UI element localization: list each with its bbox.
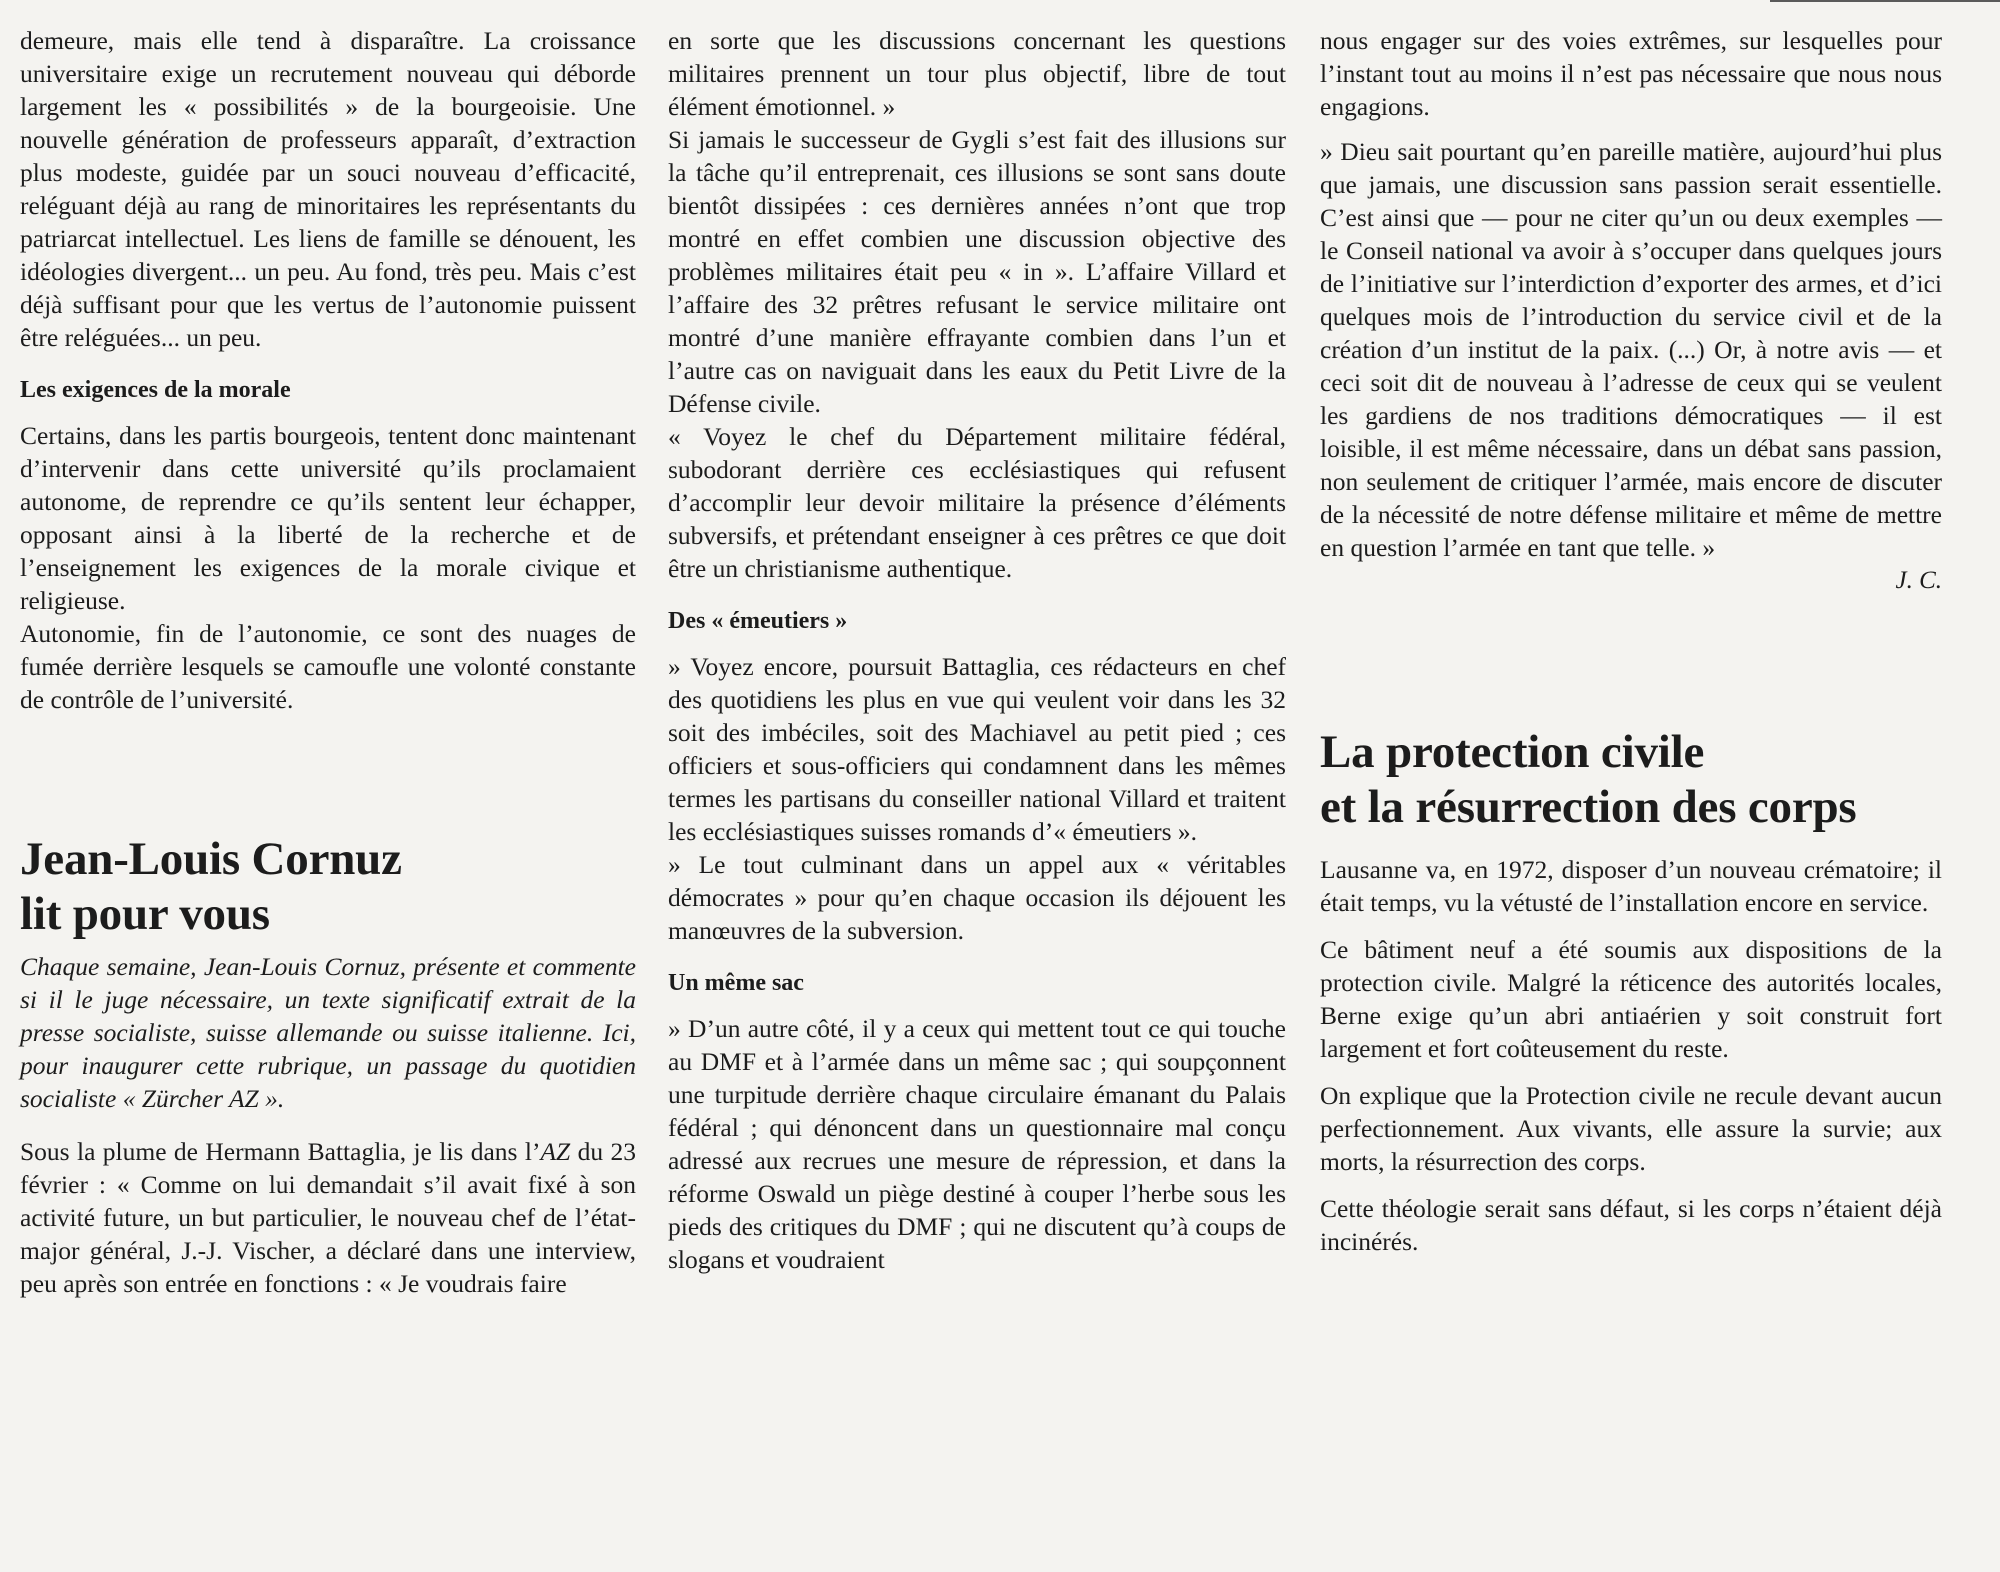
column-3 (1320, 0, 1942, 1258)
paragraph: nous engager sur des voies extrêmes, sur lesquelles pour l’instant tout au moins il n’est pas nécessaire que nous nous engagions. (1320, 26, 1942, 121)
subheading-emeutiers: Des « émeutiers » (668, 608, 848, 634)
paragraph: Cette théologie serait sans défaut, si les corps n’étaient déjà incinérés. (1320, 1194, 1942, 1256)
paragraph: » Voyez encore, poursuit Battaglia, ces rédacteurs en chef des quotidiens les plus en vue qui veulent voir dans les 32 soit des imbéciles, soit des Machiavel au petit pied ; ces officiers et sous-officiers qui condamnent dans les mêmes termes les partisans du conseiller national Villard et traitent les ecclésiastiques suisses romands d’« émeutiers ». (668, 652, 1286, 846)
subheading-meme-sac: Un même sac (668, 970, 804, 996)
paragraph: » D’un autre côté, il y a ceux qui mettent tout ce qui touche au DMF et à l’armée dans un même sac ; qui soupçonnent une turpitude derrière chaque circulaire émanant du Palais fédéral ; qui dénoncent dans un questionnaire mal conçu adressé aux recrues une mesure de répression, et dans la réforme Oswald un piège destiné à couper l’herbe sous les pieds des critiques du DMF ; qui ne discutent qu’à coups de slogans et voudraient (668, 1014, 1286, 1274)
paragraph: Ce bâtiment neuf a été soumis aux dispositions de la protection civile. Malgré la réticence des autorités locales, Berne exige qu’un abri antiaérien y soit construit fort largement et fort coûteusement du reste. (1320, 935, 1942, 1063)
paragraph: Certains, dans les partis bourgeois, tentent donc maintenant d’intervenir dans cette université qu’ils proclamaient autonome, de reprendre ce qu’ils sentent leur échapper, opposant ainsi à la liberté de la recherche et de l’enseignement les exigences de la morale civique et religieuse. (20, 421, 636, 615)
headline-line: Jean-Louis Cornuz (20, 833, 402, 885)
headline-cornuz (20, 832, 636, 942)
subheading-morale: Les exigences de la morale (20, 377, 291, 403)
column-2 (668, 0, 1286, 1276)
intro-text: Chaque semaine, Jean-Louis Cornuz, présente et commente si il le juge nécessaire, un texte significatif extrait de la presse socialiste, suisse allemande ou suisse italienne. Ici, pour inaugurer cette rubrique, un passage du quotidien socialiste « Zürcher AZ ». (20, 952, 636, 1113)
headline-line: et la résurrection des corps (1320, 781, 1857, 833)
paragraph: Lausanne va, en 1972, disposer d’un nouveau crématoire; il était temps, vu la vétusté de l’installation encore en service. (1320, 855, 1942, 917)
column-1 (20, 0, 636, 1300)
paragraph: Si jamais le successeur de Gygli s’est fait des illusions sur la tâche qu’il entreprenait, ces illusions se sont sans doute bientôt dissipées : ces dernières années n’ont que trop montré en effet combien une discussion objective des problèmes militaires était peu « in ». L’affaire Villard et l’affaire des 32 prêtres refusant le service militaire ont montré d’une manière effrayante combien dans l’un et l’autre cas on naviguait dans les eaux du Petit Livre de la Défense civile. (668, 125, 1286, 418)
signature: J. C. (1895, 567, 1942, 594)
paragraph: Sous la plume de Hermann Battaglia, je lis dans l’AZ du 23 février : « Comme on lui demandait s’il avait fixé à son activité future, un but particulier, le nouveau chef de l’état-major général, J.-J. Vischer, a déclaré dans une interview, peu après son entrée en fonctions : « Je voudrais faire (20, 1137, 636, 1298)
paragraph: On explique que la Protection civile ne recule devant aucun perfectionnement. Aux vivants, elle assure la survie; aux morts, la résurrection des corps. (1320, 1081, 1942, 1176)
paragraph: » Dieu sait pourtant qu’en pareille matière, aujourd’hui plus que jamais, une discussion sans passion serait essentielle. C’est ainsi que — pour ne citer qu’un ou deux exemples — le Conseil national va avoir à s’occuper dans quelques jours de l’initiative sur l’interdiction d’exporter des armes, et d’ici quelques mois de l’introduction du service civil et de la création d’un institut de la paix. (...) Or, à notre avis — et ceci soit dit de nouveau à l’adresse de ceux qui se veulent les gardiens de nos traditions démocratiques — il est loisible, il est même nécessaire, dans un débat sans passion, non seulement de critiquer l’armée, mais encore de discuter de la nécessité de notre défense militaire et même de mettre en question l’armée en tant que telle. » (1320, 137, 1942, 562)
paragraph: « Voyez le chef du Département militaire fédéral, subodorant derrière ces ecclésiastiques qui refusent d’accomplir leur devoir militaire la présence d’éléments subversifs, et prétendant enseigner à ces prêtres ce que doit être un christianisme authentique. (668, 422, 1286, 583)
headline-line: La protection civile (1320, 726, 1705, 778)
headline-protection-civile (1320, 725, 1942, 835)
paragraph: Autonomie, fin de l’autonomie, ce sont des nuages de fumée derrière lesquels se camoufle une volonté constante de contrôle de l’université. (20, 619, 636, 714)
paragraph: demeure, mais elle tend à disparaître. La croissance universitaire exige un recrutement nouveau qui déborde largement les « possibilités » de la bourgeoisie. Une nouvelle génération de professeurs apparaît, d’extraction plus modeste, guidée par un souci nouveau d’efficacité, reléguant déjà au rang de minoritaires les représentants du patriarcat intellectuel. Les liens de famille se dénouent, les idéologies divergent... un peu. Au fond, très peu. Mais c’est déjà suffisant pour que les vertus de l’autonomie puissent être reléguées... un peu. (20, 26, 636, 352)
paragraph: en sorte que les discussions concernant les questions militaires prennent un tour plus objectif, libre de tout élément émotionnel. » (668, 26, 1286, 121)
paragraph: » Le tout culminant dans un appel aux « véritables démocrates » pour qu’en chaque occasion ils déjouent les manœuvres de la subversion. (668, 850, 1286, 945)
headline-line: lit pour vous (20, 888, 270, 940)
